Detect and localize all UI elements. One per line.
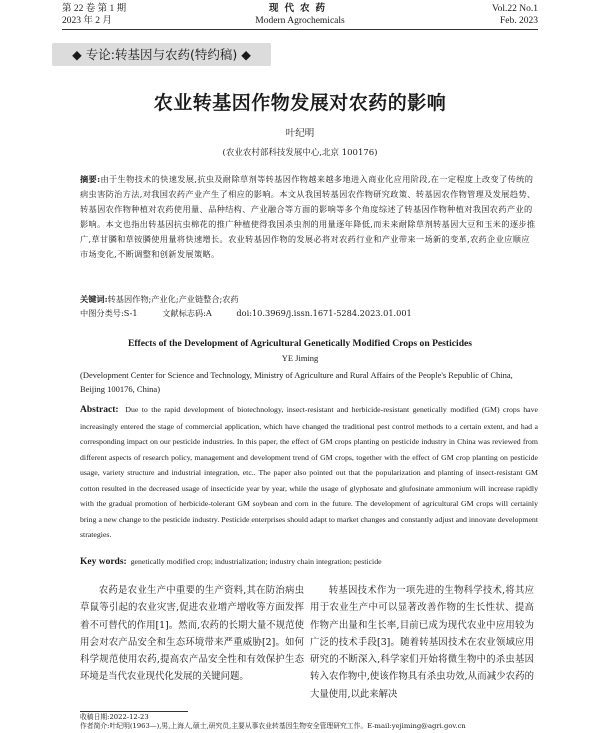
header-volume-cn: 第 22 卷 第 1 期 [62, 4, 127, 14]
footnote-received: 收稿日期:2022-12-23 [80, 713, 149, 721]
footnote-divider [80, 711, 188, 712]
doi: doi:10.3969/j.issn.1671-5284.2023.01.001 [236, 308, 412, 318]
abstract-en [80, 402, 538, 543]
journal-name-en: Modern Agrochemicals [255, 16, 345, 26]
author-name: 叶纪明 [285, 128, 315, 139]
abstract-cn-text: 由于生物技术的快速发展,抗虫及耐除草剂等转基因作物越来越多地进入商业化应用阶段,在一定程度上改变了传统的病虫害防治方法,对我国农药产业产生了相应的影响。本文从我国转基因农作物研究政策、转基因农作物管理及发展趋势、转基因农作物种植对农药使用量、品种结构、产业融合等方面的影响等多个角度综述了转基因作物种植对我国农药产业的影响。本文也指出转基因抗虫棉花的推广种植使得我国杀虫剂的用量逐年降低,而未来耐除草剂转基因大豆和玉米的逐步推广,草甘膦和草铵膦使用量将快速增长。农业转基因作物的发展必将对农药行业和产业带来一场新的变革,农药企业应顺应市场变化,不断调整和创新发展策略。 [80, 174, 536, 259]
document-code: 文献标志码:A [162, 308, 212, 318]
header-date-en: Feb. 2023 [500, 16, 538, 26]
keywords-en-label: Key words: [80, 557, 127, 567]
keywords-en-text: genetically modified crop; industrialization; industry chain integration; pesticide [130, 557, 382, 566]
clc-number: 中图分类号:S-1 [80, 308, 138, 318]
english-author: YE Jiming [281, 353, 319, 363]
header-center [62, 3, 538, 27]
keywords-cn [80, 292, 538, 306]
keywords-cn-text: 转基因作物;产业化;产业链整合;农药 [107, 294, 239, 304]
abstract-cn-label: 摘要: [80, 174, 101, 184]
article-title: 农业转基因作物发展对农药的影响 [153, 92, 447, 114]
body-column-right: 转基因技术作为一项先进的生物科学技术,将其应用于农业生产中可以显著改善作物的生长性状、提高作物产出量和生长率,目前已成为现代农业中应用较为广泛的技术手段[3]。随着转基因技术在农业领域应用研究的不断深入,科学家们开始将微生物中的杀虫基因转入农作物中,使该作物具有杀虫功效,从而减少农药的大量使用,以此来解决 [310, 585, 534, 700]
abstract-cn [80, 172, 538, 262]
english-affiliation: (Development Center for Science and Technology, Ministry of Agriculture and Rural Affairs of the People's Republic of China, Beijing 100176, China) [80, 370, 513, 394]
page-header [62, 3, 538, 30]
footnote-author-info: 作者简介:叶纪明(1963—),男,上海人,硕士,研究员,主要从事农业转基因生物安全管理研究工作。E-mail:yejiming@agri.gov.cn [80, 722, 466, 730]
abstract-en-text: Due to the rapid development of biotechnology, insect-resistant and herbicide-resistant genetically modified (GM) crops have increasingly entered the stage of commercial application, which have changed the traditional pest control methods to a certain extent, and had a corresponding impact on our pesticide industries. In this paper, the effect of GM crops planting on pesticide industry in China was reviewed from different aspects of research policy, management and development trend of GM crops, together with the effect of GM crop planting on pesticide usage, variety structure and industrial integration, etc.. The paper also pointed out that the popularization and planting of insect-resistant GM cotton resulted in the decreased usage of insecticide year by year, while the usage of glyphosate and glufosinate ammonium will increase rapidly with the gradual promotion of herbicide-tolerant GM soybean and corn in the future. The development of agricultural GM crops will certainly bring a new change to the pesticide industry. Pesticide enterprises should adapt to market changes and constantly adjust and innovate development strategies. [80, 405, 538, 539]
header-right [492, 3, 538, 27]
journal-name-cn: 现代农药 [268, 4, 331, 14]
abstract-en-label: Abstract: [80, 405, 119, 415]
classification-line [80, 306, 538, 320]
body-column-left: 农药是农业生产中重要的生产资料,其在防治病虫草鼠等引起的农业灾害,促进农业增产增收等方面发挥着不可替代的作用[1]。然而,农药的长期大量不规范使用会对农产品安全和生态环境带来严重威胁[2]。如何科学规范使用农药,提高农产品安全性和有效保护生态环境是当代农业现代化发展的关键问题。 [80, 585, 304, 683]
header-volume-en: Vol.22 No.1 [491, 4, 538, 14]
keywords-en [80, 556, 538, 568]
column-banner: ◆ 专论:转基因与农药(特约稿) ◆ [52, 43, 271, 66]
author-affiliation: (农业农村部科技发展中心,北京 100176) [222, 148, 378, 158]
keywords-cn-label: 关键词: [80, 294, 108, 304]
header-date-cn: 2023 年 2 月 [62, 16, 112, 26]
english-title: Effects of the Development of Agricultural Genetically Modified Crops on Pesticides [127, 338, 473, 349]
